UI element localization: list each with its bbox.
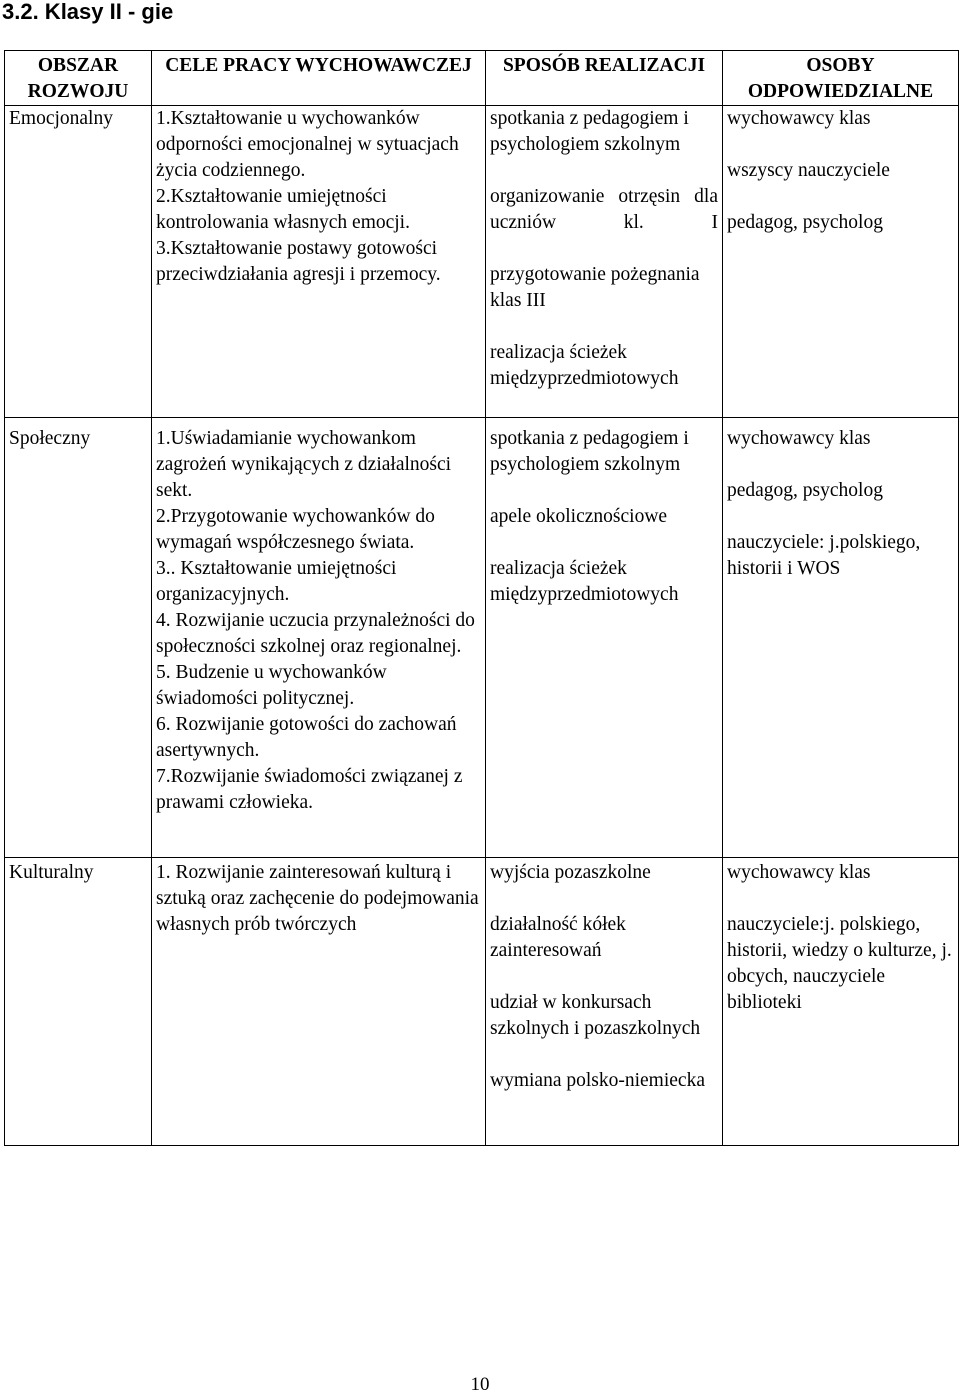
method-item: działalność kółek zainteresowań [490, 914, 626, 961]
goal-item: 1.Uświadamianie wychowankom zagrożeń wynikających z działalności sekt. [156, 428, 452, 501]
goals-cultural [152, 858, 486, 1146]
methods-social [486, 418, 723, 858]
page-number: 10 [470, 1374, 490, 1395]
method-item: wyjścia pozaszkolne [490, 862, 651, 883]
method-item: realizacja ścieżek międzyprzedmiotowych [490, 342, 679, 389]
goal-item: 2.Przygotowanie wychowanków do wymagań współczesnego świata. [156, 506, 435, 553]
header-area: OBSZAR ROZWOJU [5, 51, 152, 106]
education-plan-table [4, 50, 959, 1146]
method-item: organizowanie otrzęsin dla uczniów kl. I [490, 186, 718, 233]
person-item: wszyscy nauczyciele [727, 160, 890, 181]
method-item: przygotowanie pożegnania klas III [490, 264, 700, 311]
header-methods: SPOSÓB REALIZACJI [486, 51, 723, 106]
goals-social [152, 418, 486, 858]
persons-emotional [723, 106, 959, 418]
header-persons: OSOBY ODPOWIEDZIALNE [723, 51, 959, 106]
table-row-emotional [5, 106, 959, 418]
person-item: pedagog, psycholog [727, 212, 883, 233]
goal-item: 6. Rozwijanie gotowości do zachowań asertywnych. [156, 714, 457, 761]
table-row-cultural [5, 858, 959, 1146]
method-item: apele okolicznościowe [490, 506, 668, 527]
section-heading: 3.2. Klasy II - gie [2, 0, 174, 24]
area-social: Społeczny [5, 418, 152, 858]
method-item: spotkania z pedagogiem i psychologiem szkolnym [490, 108, 689, 155]
person-item: nauczyciele: j.polskiego, historii i WOS [727, 532, 921, 579]
person-item: wychowawcy klas [727, 428, 871, 449]
goal-item: 1. Rozwijanie zainteresowań kulturą i sztuką oraz zachęcenie do podejmowania własnych prób twórczych [156, 862, 479, 935]
goal-item: 3.. Kształtowanie umiejętności organizacyjnych. [156, 558, 397, 605]
method-item: spotkania z pedagogiem i psychologiem szkolnym [490, 428, 689, 475]
goal-item: 3.Kształtowanie postawy gotowości przeciwdziałania agresji i przemocy. [156, 238, 441, 285]
goal-item: 1.Kształtowanie u wychowanków odporności emocjonalnej w sytuacjach życia codziennego. [156, 108, 459, 181]
persons-cultural [723, 858, 959, 1146]
persons-social [723, 418, 959, 858]
goals-emotional [152, 106, 486, 418]
header-goals: CELE PRACY WYCHOWAWCZEJ [152, 51, 486, 106]
person-item: pedagog, psycholog [727, 480, 883, 501]
person-item: nauczyciele:j. polskiego, historii, wiedzy o kulturze, j. obcych, nauczyciele biblioteki [727, 914, 952, 1013]
area-emotional: Emocjonalny [5, 106, 152, 418]
methods-cultural [486, 858, 723, 1146]
person-item: wychowawcy klas [727, 108, 871, 129]
method-item: udział w konkursach szkolnych i pozaszkolnych [490, 992, 701, 1039]
method-item: wymiana polsko-niemiecka [490, 1070, 705, 1091]
methods-emotional [486, 106, 723, 418]
goal-item: 7.Rozwijanie świadomości związanej z prawami człowieka. [156, 766, 463, 813]
area-cultural: Kulturalny [5, 858, 152, 1146]
table-row-social [5, 418, 959, 858]
table-header-row [5, 51, 959, 106]
goal-item: 5. Budzenie u wychowanków świadomości politycznej. [156, 662, 387, 709]
method-item: realizacja ścieżek międzyprzedmiotowych [490, 558, 679, 605]
goal-item: 4. Rozwijanie uczucia przynależności do społeczności szkolnej oraz regionalnej. [156, 610, 475, 657]
goal-item: 2.Kształtowanie umiejętności kontrolowania własnych emocji. [156, 186, 410, 233]
person-item: wychowawcy klas [727, 862, 871, 883]
